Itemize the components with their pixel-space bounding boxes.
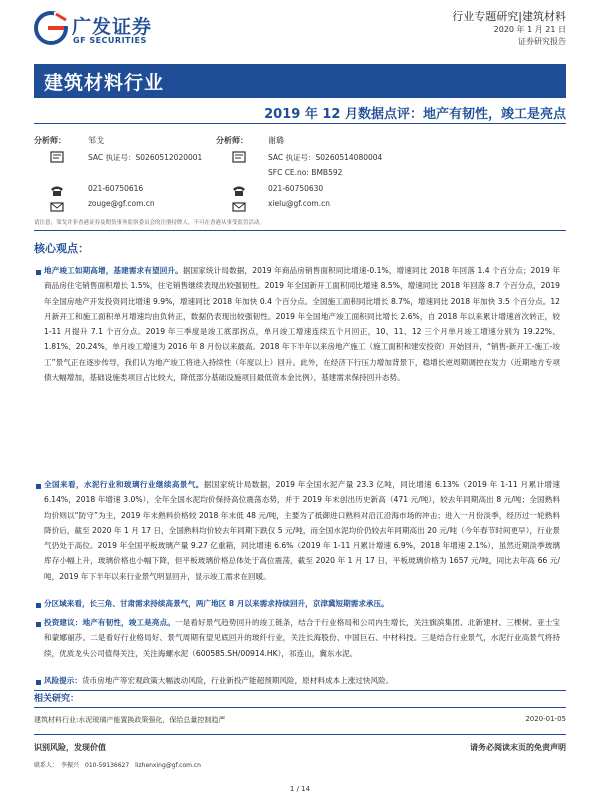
footer-disclaimer-note: 请务必阅读末页的免责声明 [470,743,566,752]
paragraph-lead: 地产竣工如期高增，基建需求有望回升。 [44,266,183,275]
industry-title: 建筑材料行业 [44,72,165,94]
analyst-1-label: 分析师： [34,136,66,145]
footer-slogan: 识别风险，发现价值 [34,743,106,752]
certificate-icon [50,150,64,162]
paragraph-regions [44,596,560,611]
brand-name-en: GF SECURITIES [73,36,147,45]
paragraph-text: 一是看好景气趋势回升的竣工链条，结合于行业格局和公司内生增长，关注旗滨集团、北新建材、三棵树、亚士宝和蒙娜丽莎。二是看好行业格局好、景气周期有望见底回升的玻纤行业，关注长海股份、中国巨石、中材科技。三是结合行业景气，水泥行业高景气将持续，优质龙头公司值得关注，关注海螺水泥（600585.SH/00914.HK），祁连山，冀东水泥。 [44,618,560,658]
core-views-heading: 核心观点： [34,242,89,255]
analyst-disclaimer: 请注意，邹戈并非香港证券及期货事务监察委员会的注册持牌人，不可在香港从事受监管活动。 [34,220,266,226]
subtitle-divider [34,123,566,124]
phone-icon [232,182,246,194]
analyst-2-label: 分析师： [216,136,248,145]
report-type: 证券研究报告 [518,37,566,46]
analyst-1-email[interactable]: zouge@gf.com.cn [88,199,155,208]
paragraph-lead: 分区域来看，长三角、甘肃需求持续高景气，两广地区 8 月以来需求持续回升，京津冀短期需求承压。 [44,599,389,608]
related-divider-2 [34,707,566,708]
paragraph-lead: 全国来看，水泥行业和玻璃行业继续高景气。 [44,480,204,489]
analyst-2-sfc: SFC CE.no: BMB592 [268,168,343,177]
report-subtitle: 2019 年 12 月数据点评：地产有韧性，竣工是亮点 [264,107,566,122]
paragraph-property [44,263,560,385]
analyst-2-name: 谢璐 [268,136,284,145]
email-icon [50,198,64,210]
paragraph-text: 货币房地产等宏观政策大幅波动风险，行业新投产能超预期风险，原材料成本上涨过快风险。 [81,676,394,685]
paragraph-lead: 投资建议：地产有韧性，竣工是亮点。 [44,618,175,627]
analyst-2-phone: 021-60750630 [268,184,324,193]
certificate-icon [232,150,246,162]
analyst-2-sac: SAC 执证号：S0260514080004 [268,153,383,162]
bullet-icon [36,270,41,275]
related-date: 2020-01-05 [525,715,566,723]
paragraph-lead: 风险提示： [44,676,82,685]
paragraph-investment [44,615,560,661]
bullet-icon [36,603,41,608]
bullet-icon [36,680,41,685]
analyst-divider [34,230,566,231]
related-heading: 相关研究： [34,694,80,704]
paragraph-text: 据国家统计局数据，2019 年全国水泥产量 23.3 亿吨，同比增速 6.13%（2019 年 1-11 月累计增速 6.14%，2018 年增速 3.0%），全年全国水泥均价保持高位震荡态势，并于 2019 年末创出历史新高（471 元/吨），较去年同期高出 8 元/吨；全国熟料均价则以“防守”为主，2019 年末熟料价格较 2018 年末低 48 元/吨，主要为了抵御进口熟料对沿江沿海市场的冲击；进入一月份淡季，经历过一轮熟料降价后，截至 2020 年 1 月 17 日，全国熟料均价较去年同期下跌仅 5 元/吨，而全国水泥均价仍较去年同期高出 20 元/吨（今年春节时间更早），行业景气仍处于高位。2019 年全国平板玻璃产量 9.27 亿重箱，同比增速 6.6%（2019 年 1-11 月累计增速 6.9%，2018 年增速 2.1%），虽然近期淡季玻璃库存小幅上升，玻璃价格也小幅下降，但平板玻璃价格总体处于高位震荡，截至 2020 年 1 月 17 日，平板玻璃价格为 1657 元/吨，同比去年高 66 元/吨，2019 年下半年以来行业景气明显回升，显示竣工需求在回暖。 [44,480,561,581]
email-icon [232,198,246,210]
report-category: 行业专题研究|建筑材料 [452,10,566,23]
phone-icon [50,182,64,194]
bullet-icon [36,622,41,627]
paragraph-risk [44,673,560,688]
report-date: 2020 年 1 月 21 日 [493,25,566,34]
brand-name-cn: 广发证券 [72,16,153,38]
header-meta [452,10,566,48]
analyst-2-email[interactable]: xielu@gf.com.cn [268,199,330,208]
paragraph-cement-glass [44,477,560,584]
paragraph-text: 据国家统计局数据，2019 年商品房销售面积同比增速-0.1%，增速同比 2018 年回落 1.4 个百分点；2019 年商品房住宅销售面积增长 1.5%，住宅销售继续表现出较强韧性。2019 年全国新开工面积同比增速 8.5%，增速同比 2018 年回落 8.7 个百分点，2019 年全国房地产开发投资同比增速 9.9%，增速同比 2018 年加快 0.4 个百分点。全国施工面积同比增长 8.7%，增速同比 2018 年加快 3.5 个百分点。12 月新开工和施工面积单月增速均由负转正，数据仍表现出较强韧性。2019 年全国地产竣工面积同比增长 2.6%，自 2018 年以来累计增速首次转正，较 1-11 月提升 7.1 个百分点。2019 年三季度是竣工底部拐点，单月竣工增速连续五个月回正，10、11、12 三个月单月竣工增速分别为 19.22%、1.81%、20.24%，单月竣工增速为 2016 年 8 月份以来最高。2018 年下半年以来房地产施工（施工面积和建安投资）开始回升，“销售-新开工-施工-竣工”景气正在逐步传导，我们认为地产竣工将进入持续性（年度以上）回升。此外，在经济下行压力增加背景下，稳增长逆周期调控在发力（近期地方专项债大幅增加，基础设施类项目占比较大，降低部分基础设施项目最低资本金比例），基建需求保持回升态势。 [44,266,560,383]
bullet-icon [36,484,41,489]
gf-logo-icon [34,10,68,46]
related-item[interactable]: 建筑材料行业:水泥玻璃产能置换政策强化，保给总量控制趋严 [34,716,226,724]
related-divider [34,690,566,691]
footer-contact: 联系人： 李振兴 010-59136627 lizhenxing@gf.com.cn [34,762,201,769]
analyst-1-phone: 021-60750616 [88,184,144,193]
footer-divider [34,734,566,735]
page-number: 1 / 14 [289,785,311,793]
analyst-1-name: 邹戈 [88,136,104,145]
analyst-1-sac: SAC 执证号：S0260512020001 [88,153,203,162]
